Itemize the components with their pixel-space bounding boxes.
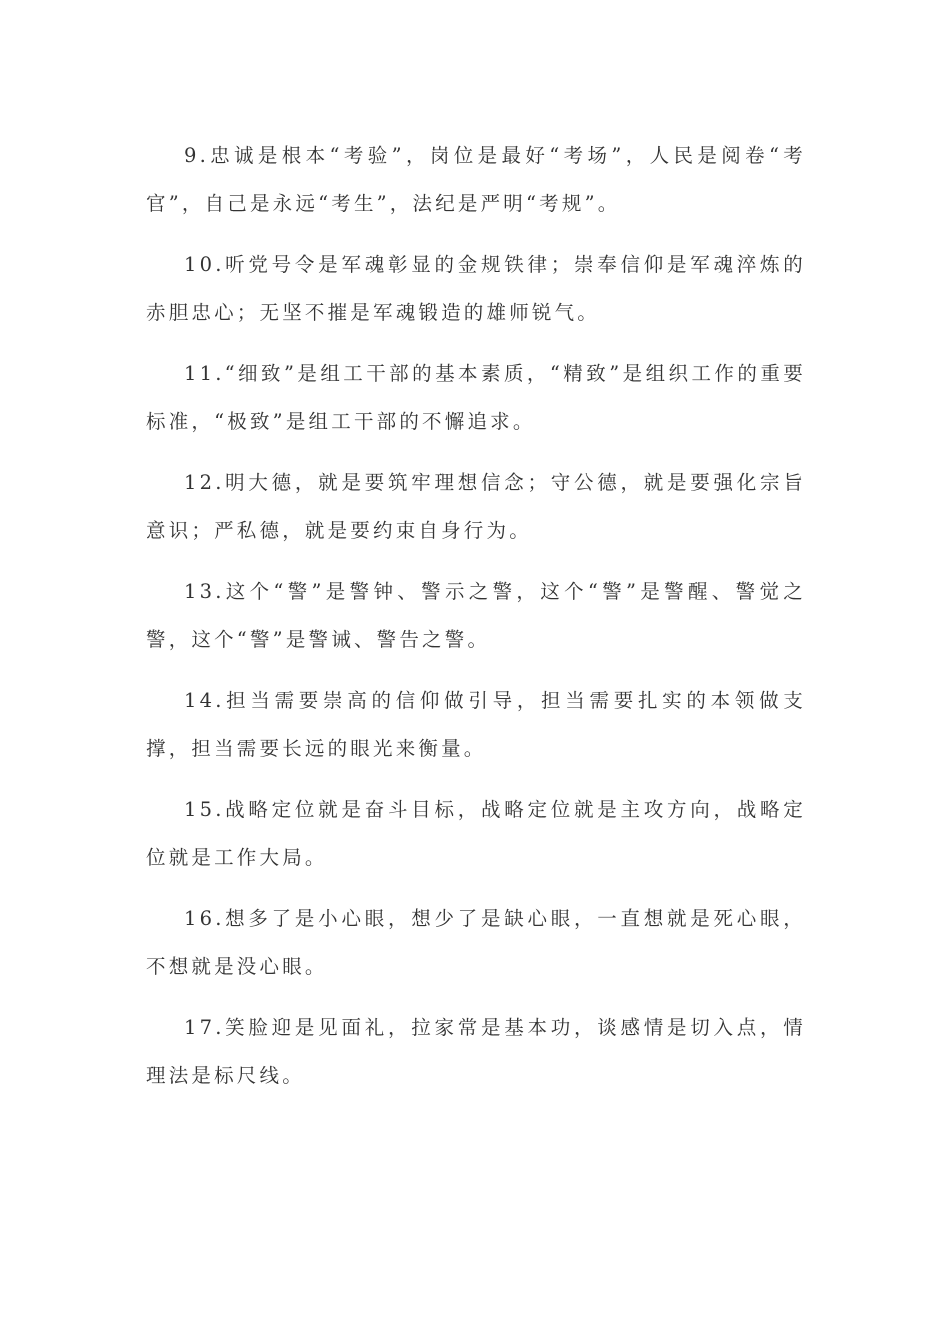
paragraph-9: 9.忠诚是根本“考验”，岗位是最好“考场”，人民是阅卷“考官”，自己是永远“考生”，法纪是严明“考规”。 [146,144,806,215]
paragraph-14: 14.担当需要崇高的信仰做引导，担当需要扎实的本领做支撑，担当需要长远的眼光来衡量。 [146,689,806,760]
paragraph-12: 12.明大德，就是要筑牢理想信念；守公德，就是要强化宗旨意识；严私德，就是要约束自身行为。 [146,471,806,542]
paragraph-11: 11.“细致”是组工干部的基本素质，“精致”是组织工作的重要标准，“极致”是组工干部的不懈追求。 [146,362,806,433]
paragraph-10: 10.听党号令是军魂彰显的金规铁律；崇奉信仰是军魂淬炼的赤胆忠心；无坚不摧是军魂锻造的雄师锐气。 [146,253,806,324]
paragraph-17: 17.笑脸迎是见面礼，拉家常是基本功，谈感情是切入点，情理法是标尺线。 [146,1016,806,1087]
paragraph-15: 15.战略定位就是奋斗目标，战略定位就是主攻方向，战略定位就是工作大局。 [146,798,806,869]
paragraph-13: 13.这个“警”是警钟、警示之警，这个“警”是警醒、警觉之警，这个“警”是警诫、警告之警。 [146,580,806,651]
paragraph-16: 16.想多了是小心眼，想少了是缺心眼，一直想就是死心眼，不想就是没心眼。 [146,907,806,978]
document-body [146,132,806,1113]
